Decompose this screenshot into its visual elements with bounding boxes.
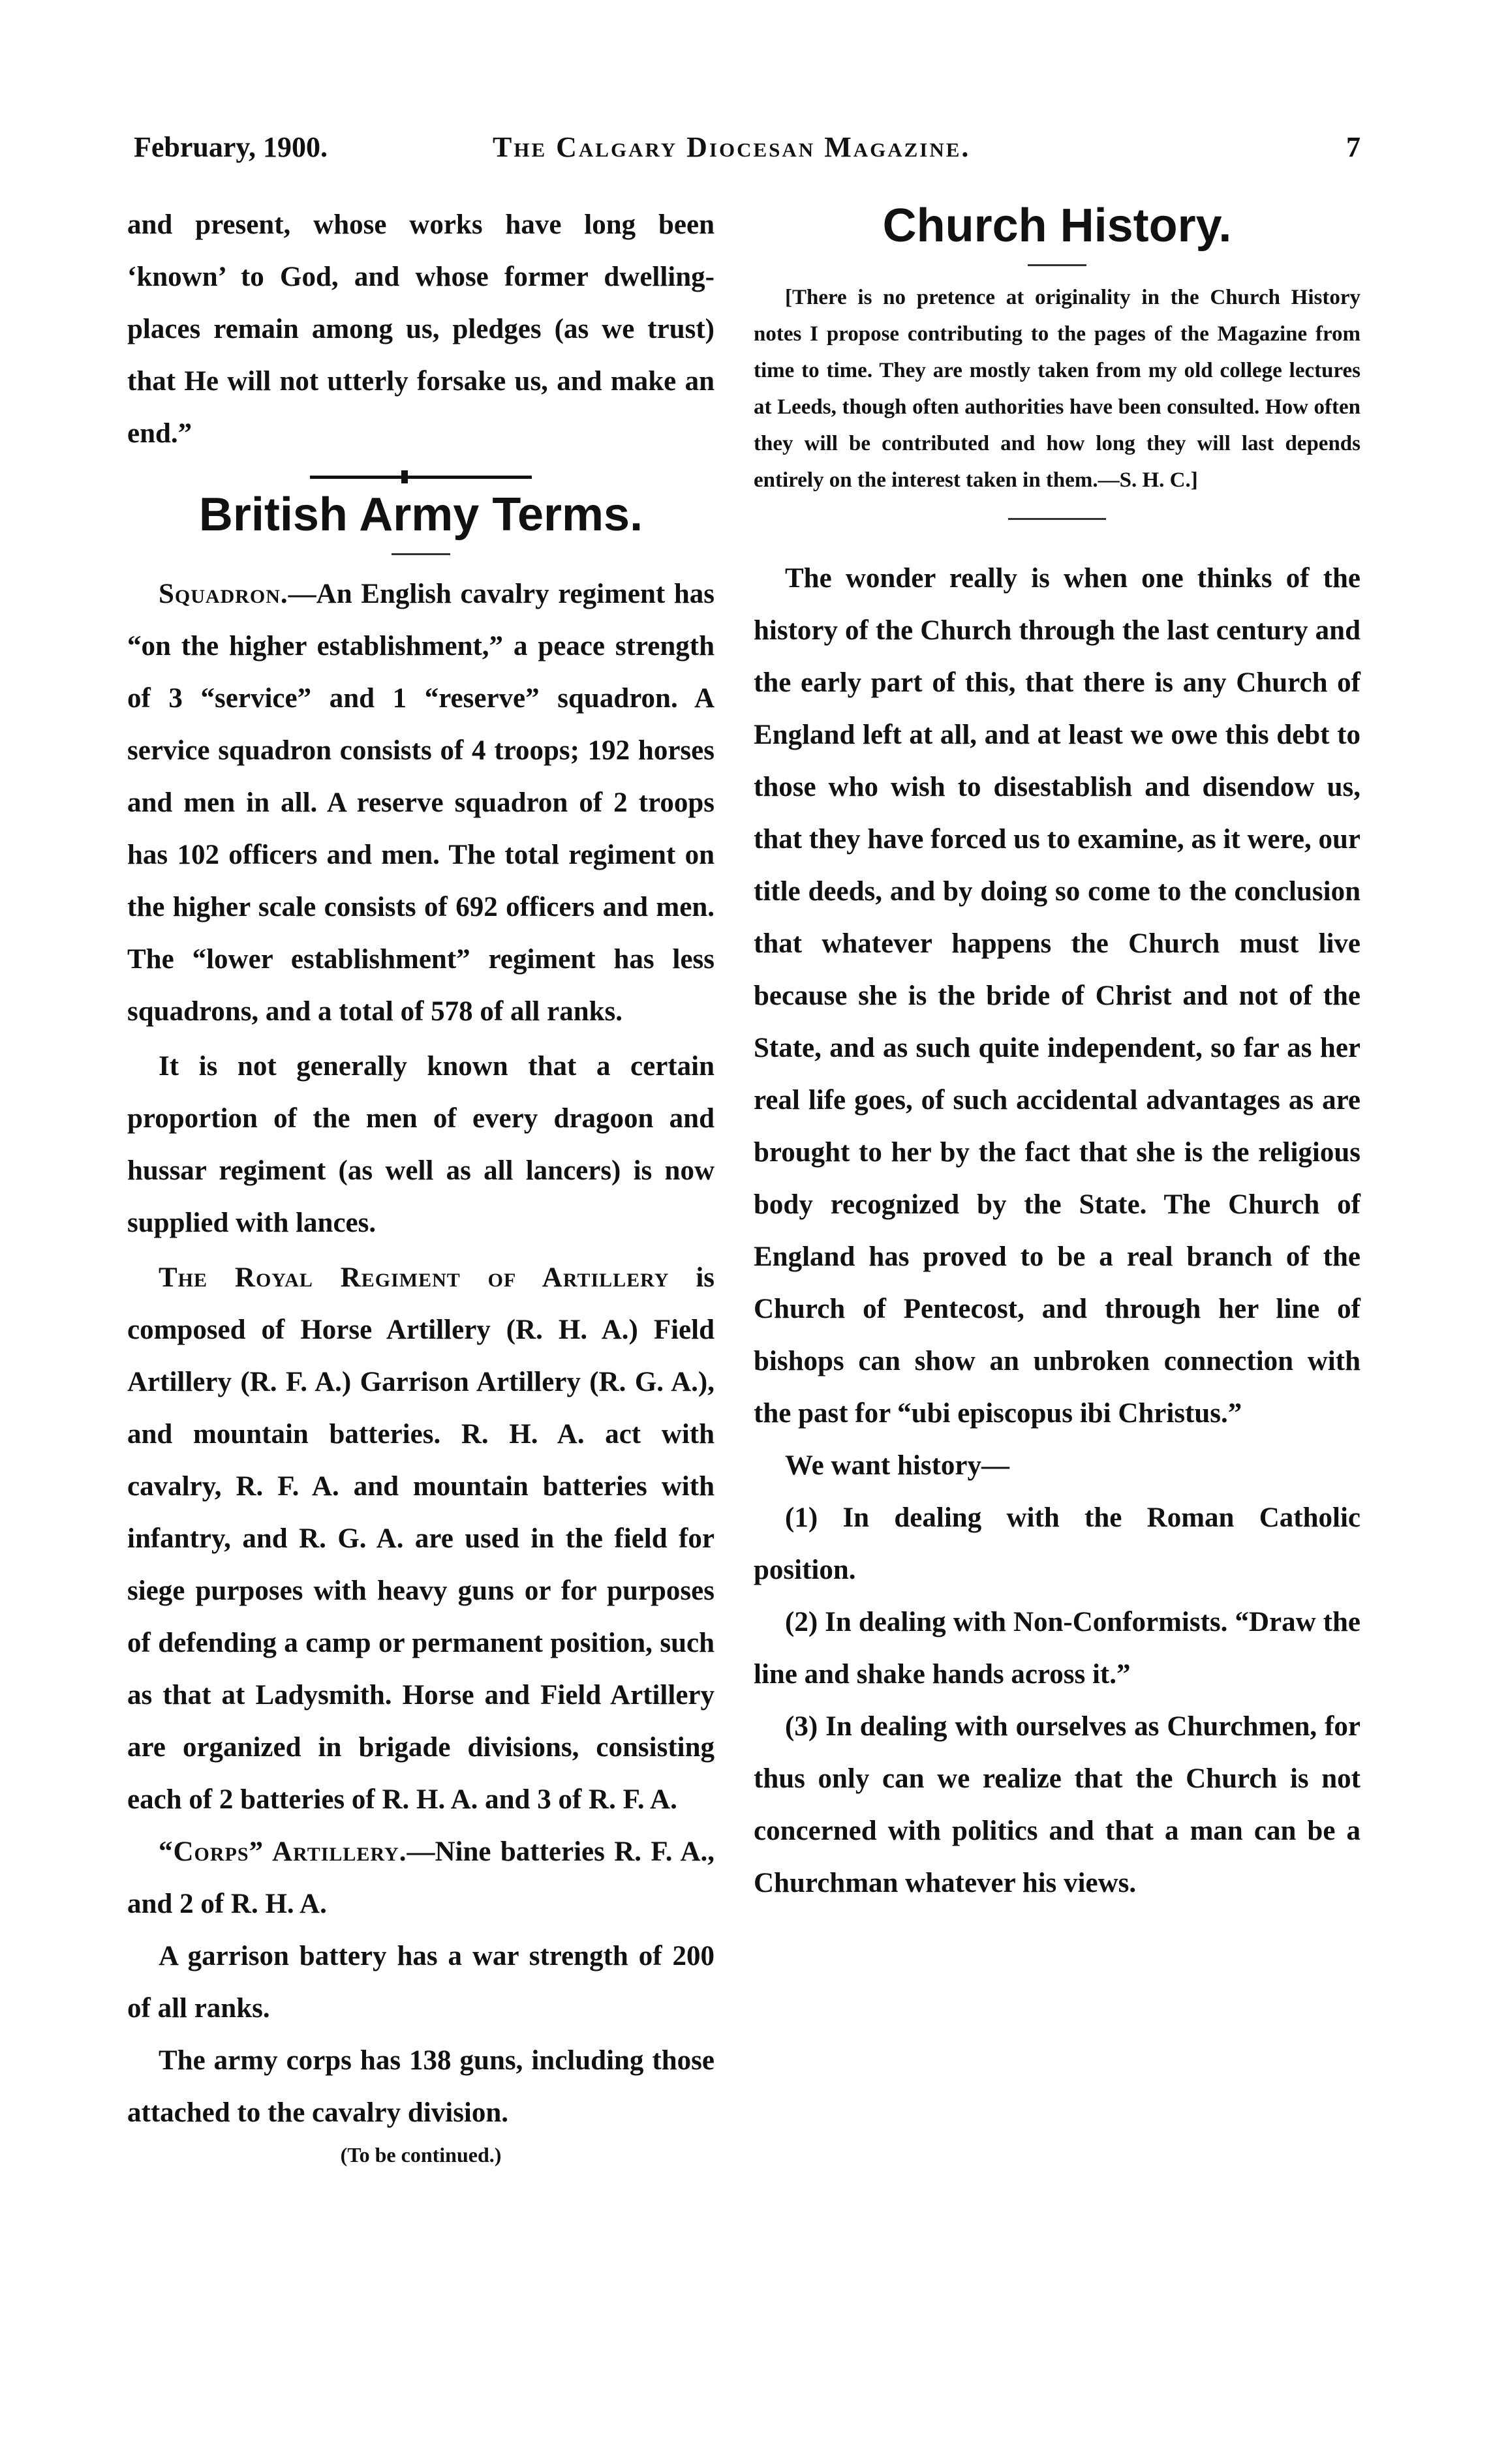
magazine-title: The Calgary Diocesan Magazine. [493, 131, 971, 163]
issue-date: February, 1900. [134, 131, 328, 163]
left-column [127, 199, 715, 2167]
artillery-paragraph [127, 1252, 715, 1826]
point-three: (3) In dealing with ourselves as Churchmen, for thus only can we realize that the Church is not concerned with politics and that a man can be a Churchman whatever his views. [754, 1711, 1360, 1898]
army-corps-paragraph: The army corps has 138 guns, including those attached to the cavalry division. [127, 2045, 715, 2128]
title-dash [392, 553, 450, 555]
church-history-title: Church History. [882, 200, 1232, 252]
title-dash [1028, 264, 1086, 266]
section-divider [310, 476, 532, 479]
artillery-lead: The Royal Regiment of Artillery [159, 1262, 669, 1293]
editor-note-text: [There is no pretence at originality in the Church History notes I propose contributing to the pages of the Magazine from time to time. They are mostly taken from my old college lectures at Leeds, though often authorities have been consulted. How often they will be contributed and how long they will last depends entirely on the interest taken in them.—S. H. C.] [754, 286, 1360, 492]
note-divider [1008, 518, 1106, 520]
page-number: 7 [1346, 131, 1360, 163]
intro-paragraph: and present, whose works have long been ‘known’ to God, and whose former dwelling-places remain among us, pledges (as we trust) that He will not utterly forsake us, and make an end.” [127, 209, 715, 449]
page-header [134, 130, 1360, 170]
squadron-lead: Squadron. [159, 579, 288, 609]
corps-text: —Nine batteries R. F. A., and 2 of R. H. A. [127, 1836, 715, 1919]
corps-lead: “Corps” Artillery. [159, 1836, 407, 1867]
want-history-line: We want history— [785, 1450, 1009, 1481]
church-main-paragraph: The wonder really is when one thinks of the history of the Church through the last century and the early part of this, that there is any Church of England left at all, and at least we owe this debt to those who wish to disestablish and disendow us, that they have forced us to examine, as it were, our title deeds, and by doing so come to the conclusion that whatever happens the Church must live because she is the bride of Christ and not of the State, and as such quite independent, so far as her real life goes, of such accidental advantages as are brought to her by the fact that she is the religious body recognized by the State. The Church of England has proved to be a real branch of the Church of Pentecost, and through her line of bishops can show an unbroken connection with the past for “ubi episcopus ibi Christus.” [754, 563, 1360, 1429]
point-two: (2) In dealing with Non-Conformists. “Draw the line and shake hands across it.” [754, 1607, 1360, 1690]
artillery-text: is composed of Horse Artillery (R. H. A.) Field Artillery (R. F. A.) Garrison Artillery (R. G. A.), and mountain batteries. R. H. A. act with cavalry, R. F. A. and mountain batteries with infantry, and R. G. A. are used in the field for siege purposes with heavy guns or for purposes of defending a camp or permanent position, such as that at Ladysmith. Horse and Field Artillery are organized in brigade divisions, consisting each of 2 batteries of R. H. A. and 3 of R. F. A. [127, 1262, 715, 1815]
point-one: (1) In dealing with the Roman Catholic position. [754, 1502, 1360, 1585]
corps-paragraph [127, 1826, 715, 1930]
squadron-text: —An English cavalry regiment has “on the higher establishment,” a peace strength of 3 “service” and 1 “reserve” squadron. A service squadron consists of 4 troops; 192 horses and men in all. A reserve squadron of 2 troops has 102 officers and men. The total regiment on the higher scale consists of 692 officers and men. The “lower establishment” regiment has less squadrons, and a total of 578 of all ranks. [127, 579, 715, 1027]
lances-paragraph: It is not generally known that a certain proportion of the men of every dragoon and hussar regiment (as well as all lancers) is now supplied with lances. [127, 1051, 715, 1238]
army-terms-title: British Army Terms. [198, 489, 643, 541]
continued-note: (To be continued.) [340, 2143, 502, 2167]
editor-note [754, 279, 1360, 498]
squadron-paragraph [127, 568, 715, 1038]
garrison-paragraph: A garrison battery has a war strength of 200 of all ranks. [127, 1941, 715, 2024]
right-column [754, 199, 1360, 1909]
